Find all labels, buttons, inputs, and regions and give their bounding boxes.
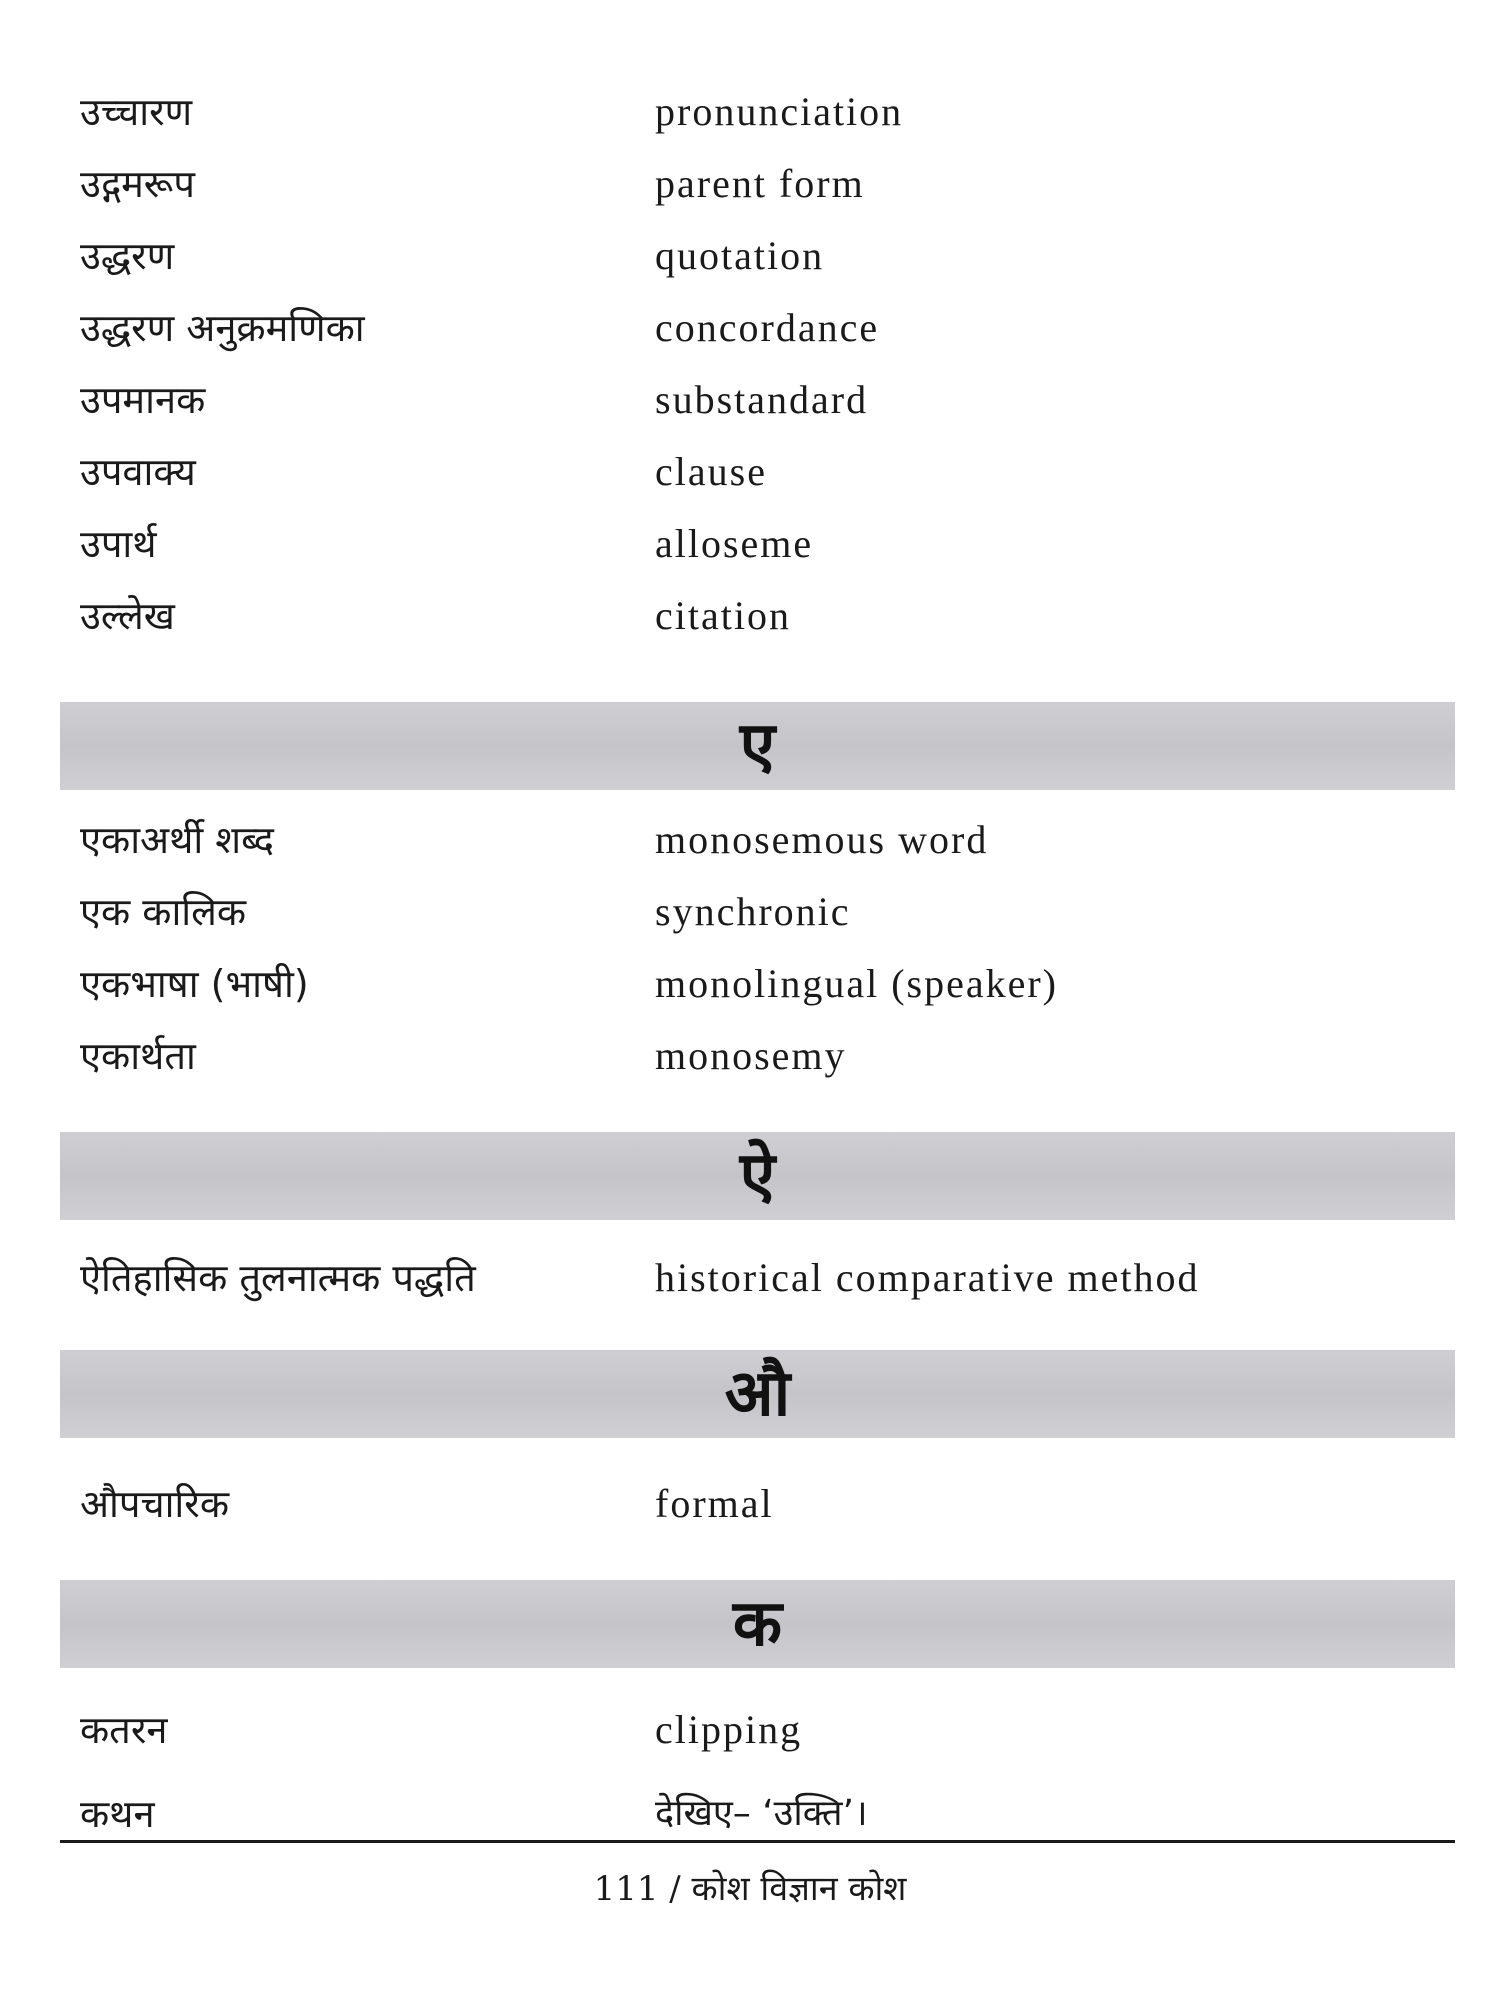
- english-term: synchronic: [655, 889, 851, 934]
- hindi-term: कतरन: [80, 1708, 168, 1752]
- hindi-term: उपमानक: [80, 378, 206, 422]
- entry-row: [0, 1474, 1500, 1534]
- section-letter: ए: [739, 709, 776, 783]
- hindi-term: उल्लेख: [80, 594, 175, 638]
- entry-row: [0, 954, 1500, 1014]
- hindi-term: ऐतिहासिक तुलनात्मक पद्धति: [80, 1256, 476, 1300]
- entry-row: [0, 1784, 1500, 1844]
- section-header: [60, 1132, 1455, 1220]
- section-letter: क: [732, 1587, 783, 1661]
- entry-row: [0, 298, 1500, 358]
- english-term: clipping: [655, 1707, 803, 1752]
- hindi-term: एकभाषा (भाषी): [80, 962, 309, 1006]
- hindi-term: कथन: [80, 1792, 155, 1836]
- hindi-term: औपचारिक: [80, 1482, 229, 1526]
- entry-row: [0, 82, 1500, 142]
- hindi-term: एक कालिक: [80, 890, 247, 934]
- section-letter: ऐ: [739, 1139, 776, 1213]
- entry-row: [0, 882, 1500, 942]
- english-term: formal: [655, 1481, 774, 1526]
- english-term: monosemy: [655, 1033, 847, 1078]
- hindi-term: उद्धरण: [80, 234, 175, 278]
- entry-row: [0, 442, 1500, 502]
- entry-row: [0, 1248, 1500, 1308]
- english-term: historical comparative method: [655, 1255, 1200, 1300]
- english-term: clause: [655, 449, 767, 494]
- english-term: substandard: [655, 377, 869, 422]
- hindi-term: उच्चारण: [80, 90, 193, 134]
- english-term: alloseme: [655, 521, 814, 566]
- english-term: pronunciation: [655, 89, 904, 134]
- hindi-term: एकाअर्थी शब्द: [80, 818, 274, 862]
- entry-row: [0, 810, 1500, 870]
- section-letter: औ: [724, 1357, 791, 1431]
- entry-row: [0, 154, 1500, 214]
- hindi-term: उपवाक्य: [80, 450, 196, 494]
- section-header: [60, 1580, 1455, 1668]
- page-footer: 111 / कोश विज्ञान कोश: [593, 1869, 907, 1909]
- footer-rule: [60, 1840, 1455, 1843]
- entry-row: [0, 370, 1500, 430]
- entry-row: [0, 1026, 1500, 1086]
- hindi-term: उद्धरण अनुक्रमणिका: [80, 306, 365, 350]
- entry-row: [0, 1700, 1500, 1760]
- hindi-term: उद्गमरूप: [80, 162, 195, 206]
- entry-row: [0, 586, 1500, 646]
- hindi-term: उपार्थ: [80, 522, 157, 566]
- hindi-term: एकार्थता: [80, 1034, 196, 1078]
- section-header: [60, 702, 1455, 790]
- english-term: monolingual (speaker): [655, 961, 1058, 1006]
- entry-row: [0, 226, 1500, 286]
- english-term: parent form: [655, 161, 865, 206]
- english-term: citation: [655, 593, 791, 638]
- entry-row: [0, 514, 1500, 574]
- english-term: monosemous word: [655, 817, 989, 862]
- section-header: [60, 1350, 1455, 1438]
- cross-reference: देखिए– ‘उक्ति’।: [655, 1793, 868, 1834]
- english-term: quotation: [655, 233, 825, 278]
- english-term: concordance: [655, 305, 880, 350]
